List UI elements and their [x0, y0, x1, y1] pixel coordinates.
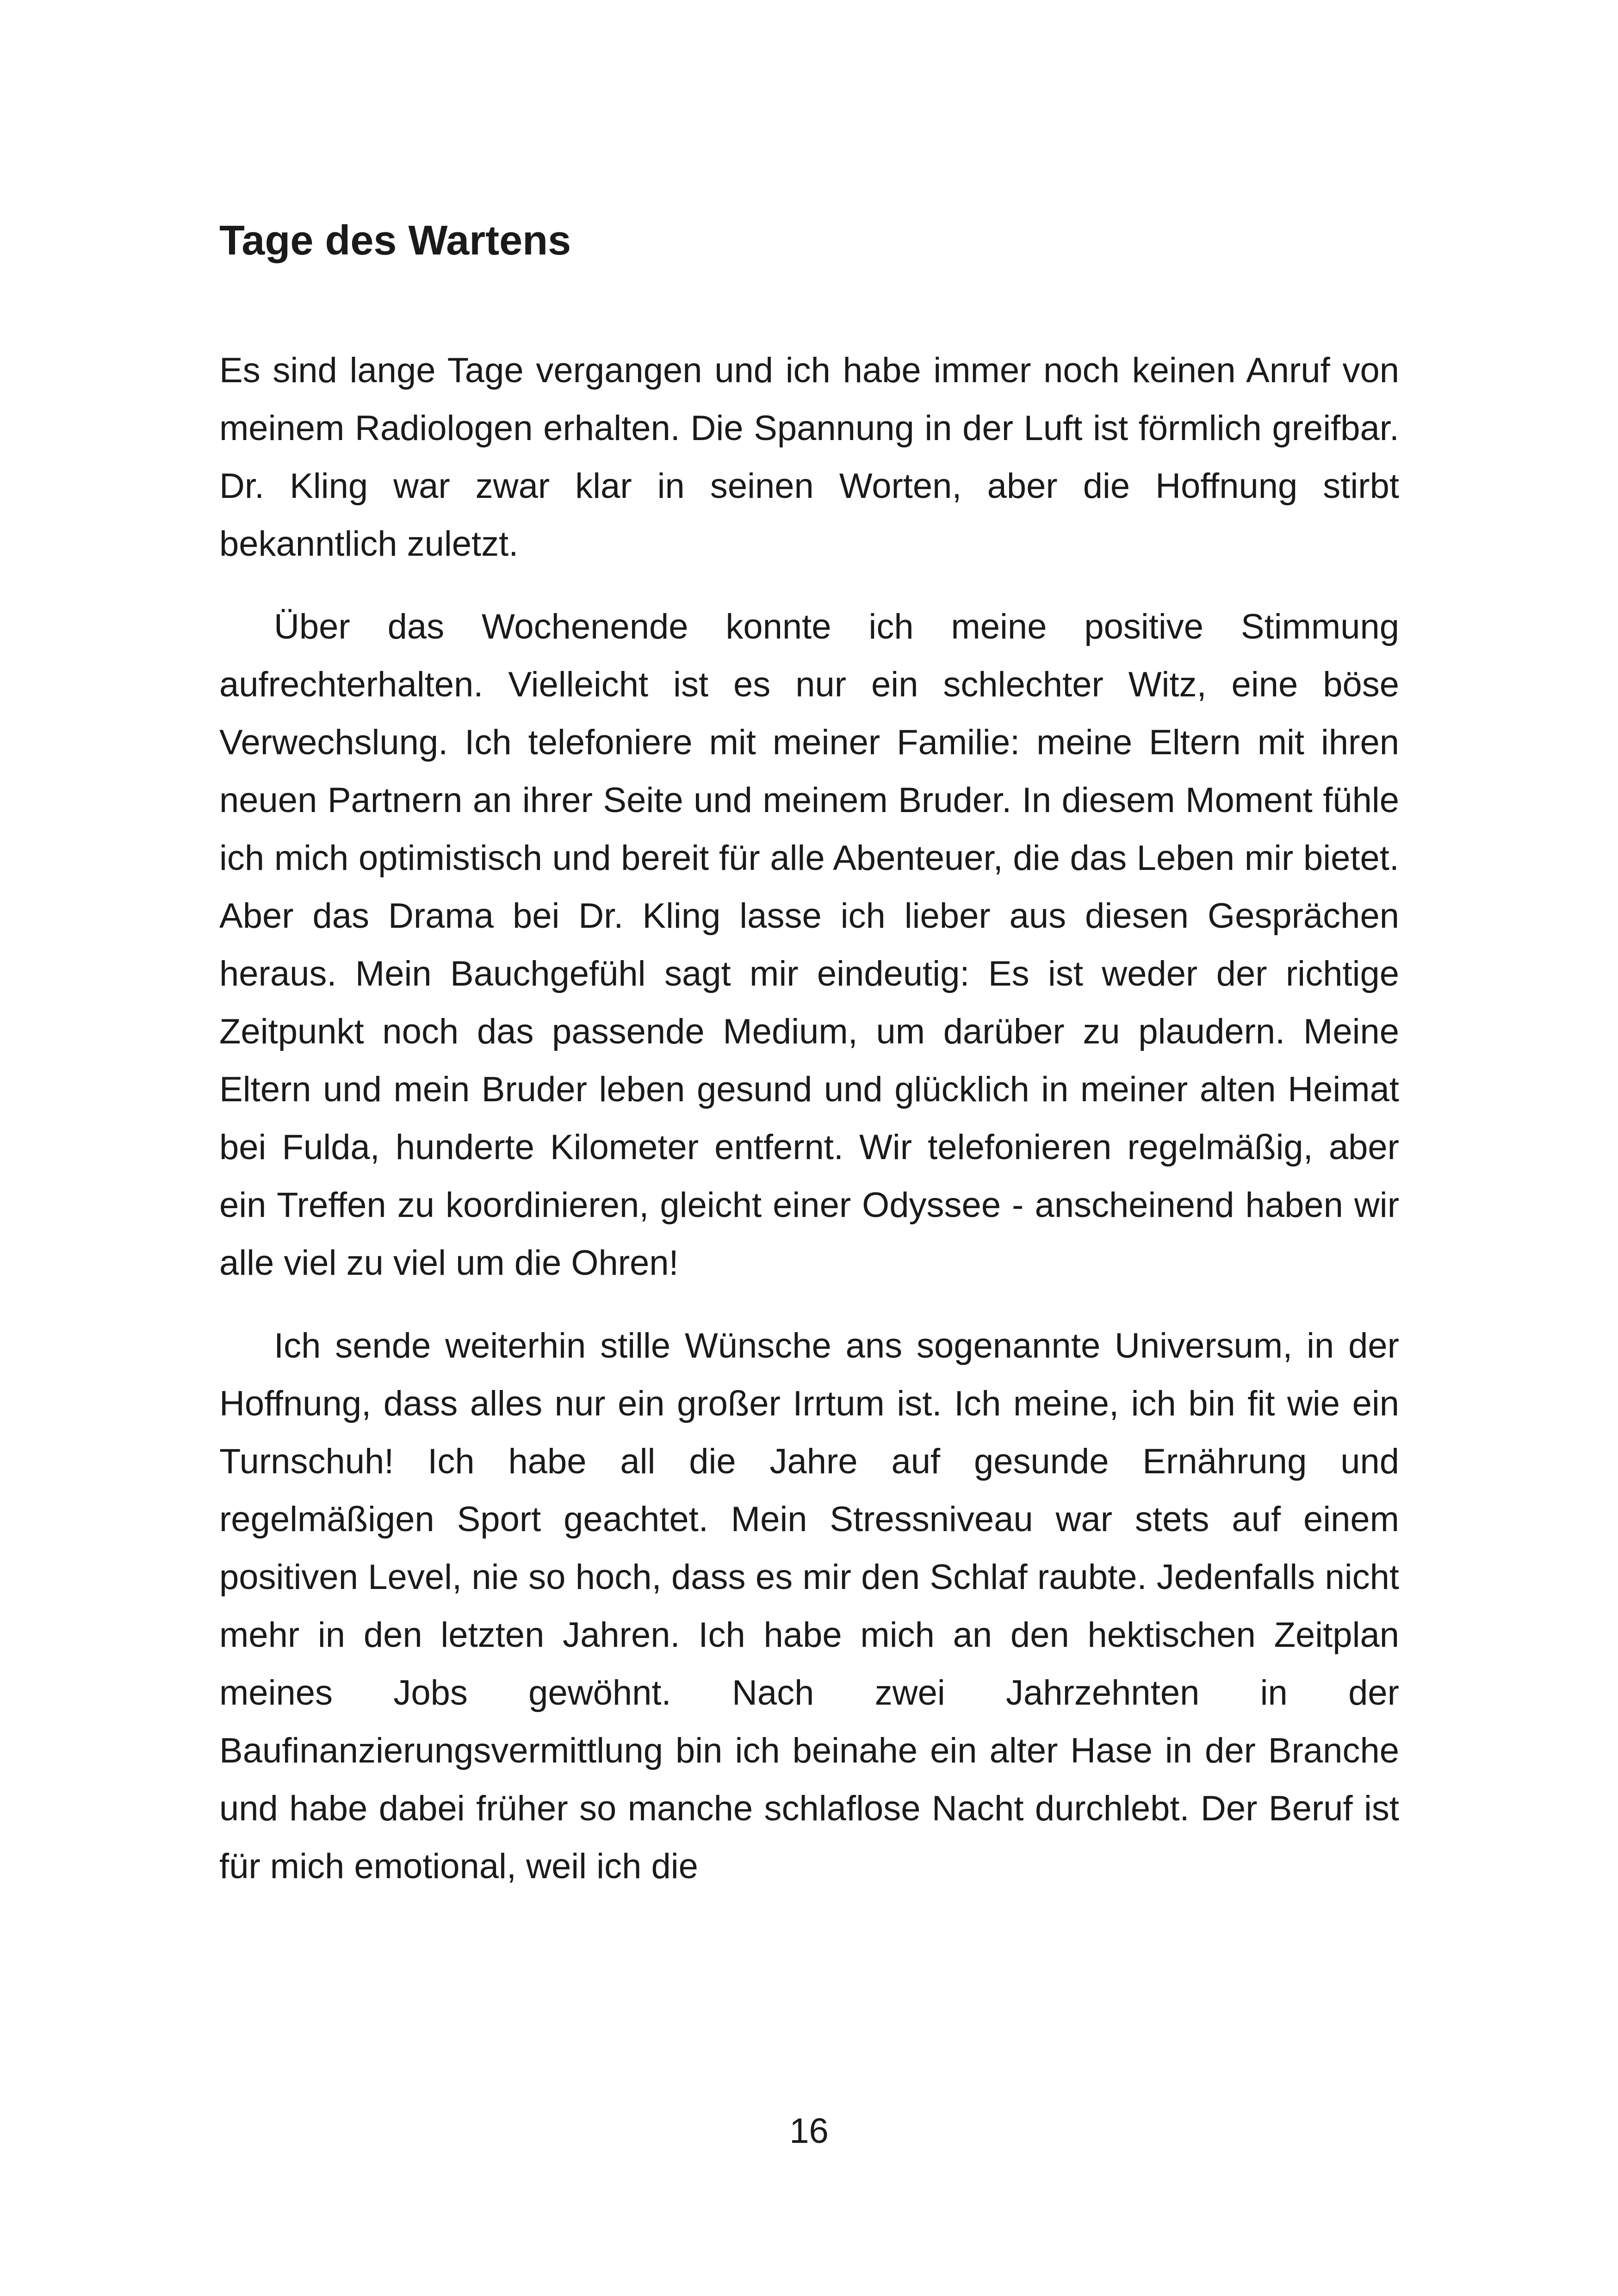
page-number: 16	[789, 2111, 829, 2151]
paragraph-1: Es sind lange Tage vergangen und ich habe immer noch keinen Anruf von meinem Radiologen erhalten. Die Spannung in der Luft ist förmlich greifbar. Dr. Kling war zwar klar in seinen Worten, aber die Hoffnung stirbt bekanntlich zuletzt.	[219, 351, 1399, 564]
paragraph-3: Ich sende weiterhin stille Wünsche ans sogenannte Universum, in der Hoffnung, dass alles nur ein großer Irrtum ist. Ich meine, ich bin fit wie ein Turnschuh! Ich habe all die Jahre auf gesunde Ernährung und regelmäßigen Sport geachtet. Mein Stressniveau war stets auf einem positiven Level, nie so hoch, dass es mir den Schlaf raubte. Jedenfalls nicht mehr in den letzten Jahren. Ich habe mich an den hektischen Zeitplan meines Jobs gewöhnt. Nach zwei Jahrzehnten in der Baufinanzierungsvermittlung bin ich beinahe ein alter Hase in der Branche und habe dabei früher so manche schlaflose Nacht durchlebt. Der Beruf ist für mich emotional, weil ich die	[219, 1326, 1399, 1886]
paragraph-2: Über das Wochenende konnte ich meine positive Stimmung aufrechterhalten. Vielleicht ist es nur ein schlechter Witz, eine böse Verwechslung. Ich telefoniere mit meiner Familie: meine Eltern mit ihren neuen Partnern an ihrer Seite und meinem Bruder. In diesem Moment fühle ich mich optimistisch und bereit für alle Abenteuer, die das Leben mir bietet. Aber das Drama bei Dr. Kling lasse ich lieber aus diesen Gesprächen heraus. Mein Bauchgefühl sagt mir eindeutig: Es ist weder der richtige Zeitpunkt noch das passende Medium, um darüber zu plaudern. Meine Eltern und mein Bruder leben gesund und glücklich in meiner alten Heimat bei Fulda, hunderte Kilometer entfernt. Wir telefonieren regelmäßig, aber ein Treffen zu koordinieren, gleicht einer Odyssee - anscheinend haben wir alle viel zu viel um die Ohren!	[219, 607, 1399, 1283]
chapter-title: Tage des Wartens	[219, 217, 571, 264]
chapter-body	[219, 341, 1399, 1920]
